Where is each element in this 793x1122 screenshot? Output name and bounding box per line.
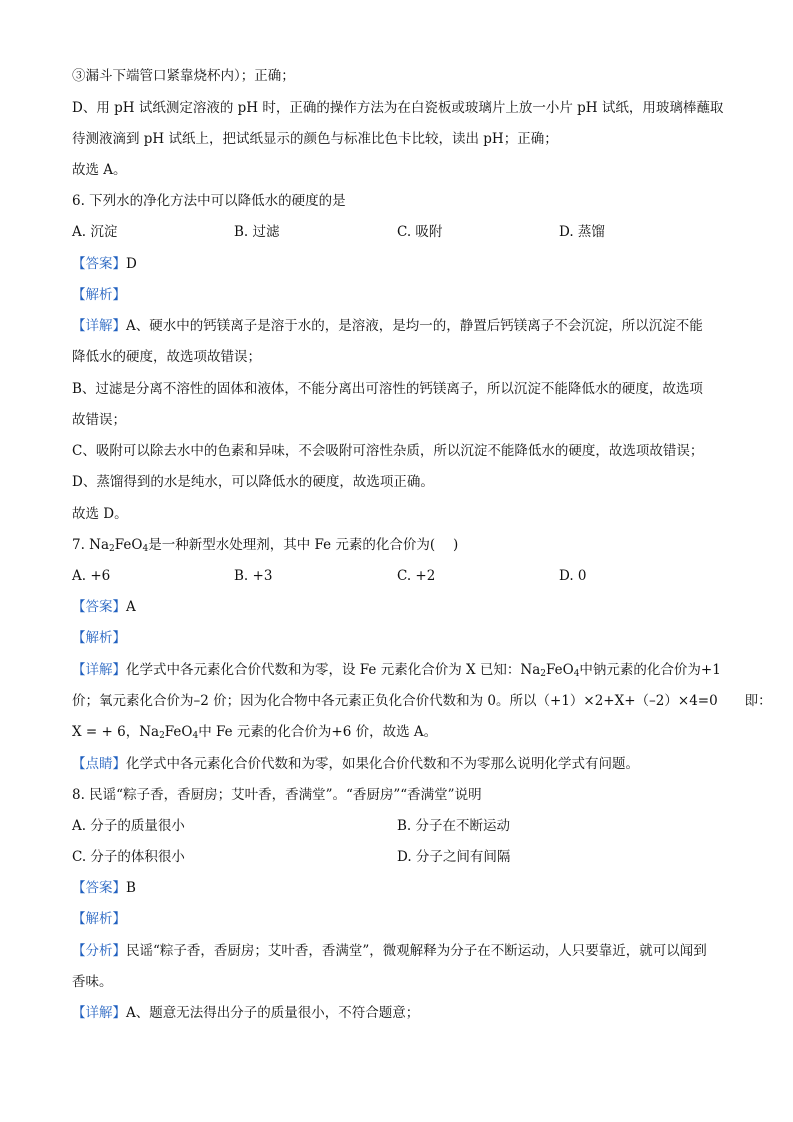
paragraph-line: 待测液滴到 pH 试纸上，把试纸显示的颜色与标准比色卡比较，读出 pH；正确；: [72, 131, 558, 147]
analysis-tag: 【解析】: [72, 911, 126, 927]
point-text: 化学式中各元素化合价代数和为零，如果化合价代数和不为零那么说明化学式有问题。: [126, 756, 639, 772]
question-7-stem: [72, 535, 458, 555]
detail-text: FeO: [164, 724, 193, 740]
subscript: 2: [159, 731, 165, 741]
detail-text: A、硬水中的钙镁离子是溶于水的，是溶液，是均一的，静置后钙镁离子不会沉淀，所以沉淀不能: [126, 318, 703, 334]
q7-option-d: D. 0: [559, 568, 587, 584]
q7-detail-line: [72, 660, 721, 680]
q8-analysis-heading: [72, 909, 126, 929]
q6-detail-line: [72, 316, 703, 336]
q7-option-b: B. +3: [234, 568, 273, 584]
q8-answer: [72, 878, 136, 898]
q6-option-d: D. 蒸馏: [559, 224, 605, 240]
q8-analysis-line: [72, 941, 707, 961]
paragraph-line: [72, 722, 437, 742]
analysis-text: 民谣“粽子香，香厨房；艾叶香，香满堂”，微观解释为分子在不断运动，人只要靠近，就可以闻到: [126, 943, 707, 959]
answer-value: D: [126, 256, 137, 272]
q8-option-a: A. 分子的质量很小: [72, 818, 185, 834]
paragraph-line: 降低水的硬度，故选项故错误；: [72, 349, 261, 365]
q7-analysis-heading: [72, 628, 126, 648]
paragraph-line: ③漏斗下端管口紧靠烧杯内）；正确；: [72, 68, 295, 84]
paragraph-line: 价；氧元素化合价为–2 价；因为化合物中各元素正负化合价代数和为 0。所以（+1）×2+X+（–2）×4=0 即：: [72, 693, 772, 709]
q6-option-b: B. 过滤: [234, 224, 280, 240]
subscript: 4: [573, 669, 580, 679]
q6-answer: [72, 254, 137, 274]
analysis-tag: 【分析】: [72, 943, 126, 959]
detail-tag: 【详解】: [72, 662, 126, 678]
q8-detail-line: [72, 1003, 419, 1023]
answer-value: B: [126, 880, 136, 896]
detail-tag: 【详解】: [72, 318, 126, 334]
subscript: 4: [192, 731, 199, 741]
analysis-tag: 【解析】: [72, 287, 126, 303]
paragraph-line: B、过滤是分离不溶性的固体和液体，不能分离出可溶性的钙镁离子，所以沉淀不能降低水的硬度，故选项: [72, 381, 703, 397]
paragraph-line: 故选 D。: [72, 506, 128, 522]
detail-text: 中 Fe 元素的化合价为+6 价，故选 A。: [198, 724, 438, 740]
detail-text: X = + 6，Na: [72, 724, 160, 740]
paragraph-line: D、蒸馏得到的水是纯水，可以降低水的硬度，故选项正确。: [72, 474, 434, 490]
paragraph-line: C、吸附可以除去水中的色素和异味，不会吸附可溶性杂质，所以沉淀不能降低水的硬度，故选项故错误；: [72, 443, 704, 459]
q7-subscript: 2: [109, 544, 115, 554]
paragraph-line: 故错误；: [72, 412, 126, 428]
subscript: 2: [540, 669, 546, 679]
answer-tag: 【答案】: [72, 256, 126, 272]
q8-option-d: D. 分子之间有间隔: [397, 849, 511, 865]
question-6-stem: 6. 下列水的净化方法中可以降低水的硬度的是: [72, 193, 346, 209]
answer-tag: 【答案】: [72, 880, 126, 896]
q7-option-c: C. +2: [397, 568, 436, 584]
q8-option-c: C. 分子的体积很小: [72, 849, 185, 865]
q7-option-a: A. +6: [72, 568, 111, 584]
q6-analysis-heading: [72, 285, 126, 305]
q8-option-b: B. 分子在不断运动: [397, 818, 511, 834]
answer-tag: 【答案】: [72, 599, 126, 615]
q7-answer: [72, 597, 136, 617]
detail-tag: 【详解】: [72, 1005, 126, 1021]
detail-text: 中钠元素的化合价为+1: [579, 662, 721, 678]
point-tag: 【点睛】: [72, 756, 126, 772]
q7-subscript: 4: [142, 544, 149, 554]
q7-text: 7. Na: [72, 537, 110, 553]
detail-text: 化学式中各元素化合价代数和为零，设 Fe 元素化合价为 X 已知：Na: [126, 662, 541, 678]
paragraph-line: 香味。: [72, 974, 113, 990]
q6-option-c: C. 吸附: [397, 224, 443, 240]
analysis-tag: 【解析】: [72, 630, 126, 646]
q7-text: 是一种新型水处理剂，其中 Fe 元素的化合价为( ): [148, 537, 459, 553]
detail-text: A、题意无法得出分子的质量很小，不符合题意；: [126, 1005, 420, 1021]
question-8-stem: 8. 民谣“粽子香，香厨房；艾叶香，香满堂”。“香厨房”“香满堂”说明: [72, 787, 482, 803]
q7-text: FeO: [114, 537, 143, 553]
detail-text: FeO: [546, 662, 574, 678]
q7-point-line: [72, 754, 639, 774]
paragraph-line: 故选 A。: [72, 162, 127, 178]
answer-value: A: [126, 599, 136, 615]
paragraph-line: D、用 pH 试纸测定溶液的 pH 时，正确的操作方法为在白瓷板或玻璃片上放一小片 pH 试纸，用玻璃棒蘸取: [72, 100, 724, 116]
q6-option-a: A. 沉淀: [72, 224, 118, 240]
